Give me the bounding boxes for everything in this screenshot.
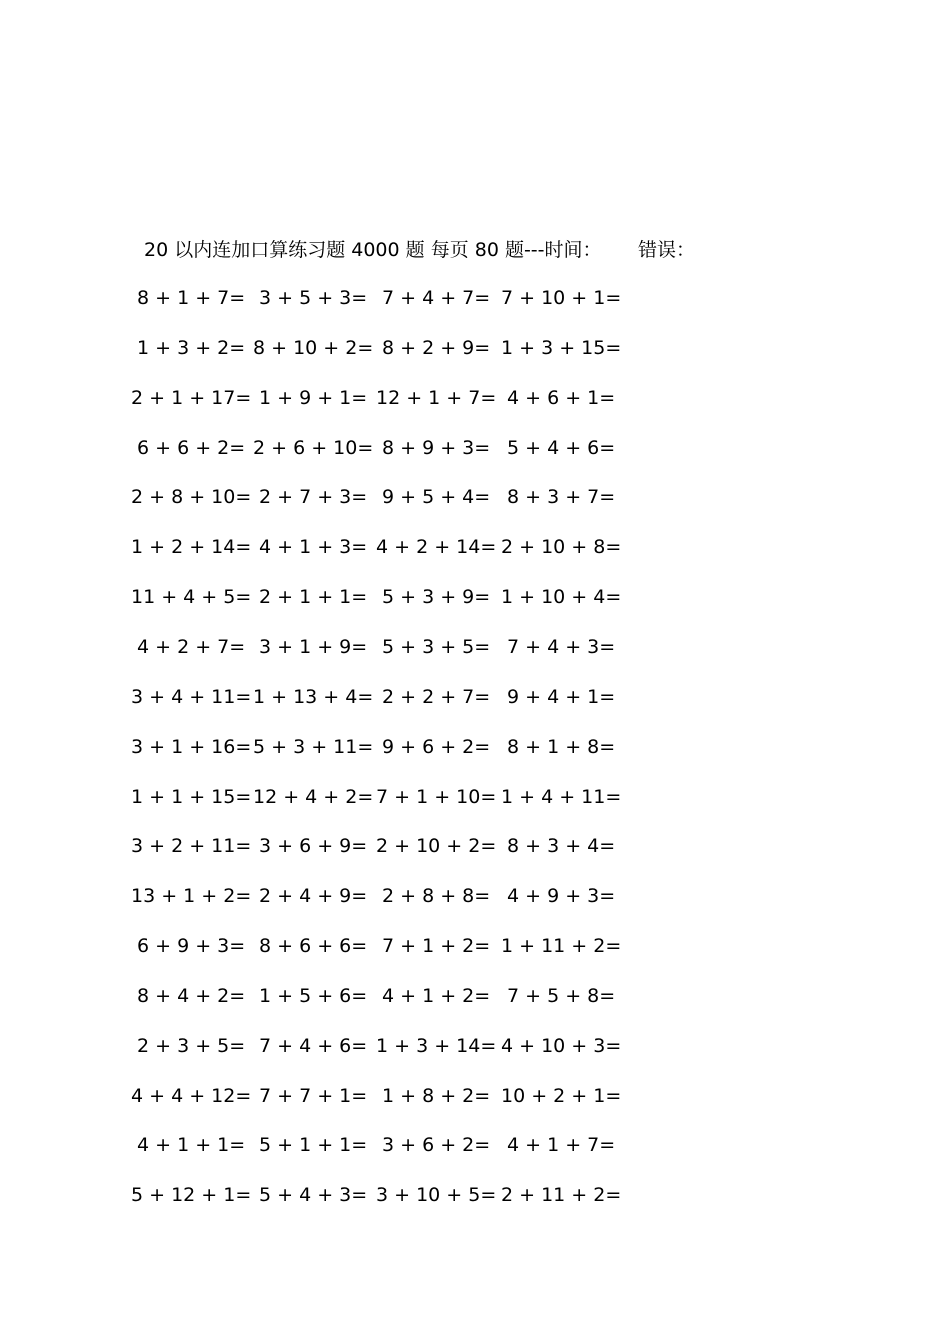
problem-item: 12 + 4 + 2= [253, 785, 374, 808]
problem-row [0, 683, 950, 711]
problem-item: 1 + 13 + 4= [253, 685, 374, 708]
problem-row [0, 882, 950, 910]
problem-item: 9 + 6 + 2= [382, 735, 491, 758]
problem-row [0, 633, 950, 661]
problem-item: 10 + 2 + 1= [501, 1084, 622, 1107]
problem-item: 1 + 5 + 6= [259, 984, 368, 1007]
problem-item: 5 + 4 + 6= [507, 436, 616, 459]
problem-item: 2 + 4 + 9= [259, 885, 368, 908]
problem-row [0, 733, 950, 761]
problem-item: 5 + 12 + 1= [131, 1184, 252, 1207]
problem-item: 4 + 2 + 7= [137, 635, 246, 658]
problem-item: 8 + 1 + 8= [507, 735, 616, 758]
problem-item: 4 + 1 + 1= [137, 1134, 246, 1157]
problem-row [0, 334, 950, 362]
problem-item: 5 + 3 + 5= [382, 635, 491, 658]
problem-item: 5 + 1 + 1= [259, 1134, 368, 1157]
problem-item: 4 + 10 + 3= [501, 1034, 622, 1057]
problem-row [0, 1082, 950, 1110]
problem-item: 13 + 1 + 2= [131, 885, 252, 908]
problem-item: 9 + 5 + 4= [382, 486, 491, 509]
problem-item: 3 + 1 + 16= [131, 735, 252, 758]
problem-item: 8 + 3 + 7= [507, 486, 616, 509]
problem-item: 2 + 6 + 10= [253, 436, 374, 459]
problem-item: 4 + 1 + 7= [507, 1134, 616, 1157]
problem-item: 7 + 10 + 1= [501, 287, 622, 309]
problem-item: 3 + 2 + 11= [131, 835, 252, 858]
problem-item: 8 + 1 + 7= [137, 287, 246, 309]
problem-item: 5 + 3 + 9= [382, 586, 491, 609]
problem-row [0, 583, 950, 611]
problem-item: 9 + 4 + 1= [507, 685, 616, 708]
problem-item: 8 + 9 + 3= [382, 436, 491, 459]
problem-item: 2 + 10 + 2= [376, 835, 497, 858]
problem-item: 7 + 7 + 1= [259, 1084, 368, 1107]
problem-item: 2 + 10 + 8= [501, 536, 622, 559]
problem-item: 7 + 4 + 3= [507, 635, 616, 658]
problem-item: 8 + 4 + 2= [137, 984, 246, 1007]
problem-item: 2 + 3 + 5= [137, 1034, 246, 1057]
problem-item: 3 + 1 + 9= [259, 635, 368, 658]
problem-item: 4 + 6 + 1= [507, 386, 616, 409]
problem-item: 11 + 4 + 5= [131, 586, 252, 609]
problem-row [0, 533, 950, 561]
problem-item: 3 + 4 + 11= [131, 685, 252, 708]
problem-item: 2 + 2 + 7= [382, 685, 491, 708]
problem-item: 6 + 6 + 2= [137, 436, 246, 459]
problem-row [0, 783, 950, 811]
problem-item: 8 + 10 + 2= [253, 336, 374, 359]
worksheet-title: 20 以内连加口算练习题 4000 题 每页 80 题---时间： [144, 239, 602, 261]
problem-row [0, 832, 950, 860]
problem-row [0, 434, 950, 462]
problem-item: 1 + 1 + 15= [131, 785, 252, 808]
problem-item: 3 + 6 + 2= [382, 1134, 491, 1157]
problem-row [0, 982, 950, 1010]
problem-item: 4 + 4 + 12= [131, 1084, 252, 1107]
problem-item: 4 + 1 + 2= [382, 984, 491, 1007]
problem-item: 1 + 9 + 1= [259, 386, 368, 409]
problem-item: 3 + 10 + 5= [376, 1184, 497, 1207]
problem-item: 3 + 6 + 9= [259, 835, 368, 858]
problem-item: 2 + 7 + 3= [259, 486, 368, 509]
problem-item: 1 + 4 + 11= [501, 785, 622, 808]
problem-row [0, 384, 950, 412]
problem-item: 1 + 3 + 2= [137, 336, 246, 359]
problem-row [0, 483, 950, 511]
problem-item: 2 + 11 + 2= [501, 1184, 622, 1207]
problem-item: 1 + 3 + 14= [376, 1034, 497, 1057]
problem-row [0, 1032, 950, 1060]
problem-item: 1 + 8 + 2= [382, 1084, 491, 1107]
problem-item: 2 + 8 + 8= [382, 885, 491, 908]
problem-row [0, 1131, 950, 1159]
problem-item: 4 + 2 + 14= [376, 536, 497, 559]
problem-item: 2 + 1 + 17= [131, 386, 252, 409]
problem-item: 12 + 1 + 7= [376, 386, 497, 409]
problem-item: 4 + 1 + 3= [259, 536, 368, 559]
problem-item: 1 + 3 + 15= [501, 336, 622, 359]
error-count-label: 错误： [638, 239, 696, 261]
problem-item: 1 + 11 + 2= [501, 935, 622, 958]
problem-item: 5 + 3 + 11= [253, 735, 374, 758]
problem-item: 7 + 5 + 8= [507, 984, 616, 1007]
problem-item: 7 + 4 + 6= [259, 1034, 368, 1057]
problem-item: 6 + 9 + 3= [137, 935, 246, 958]
problem-item: 8 + 6 + 6= [259, 935, 368, 958]
problem-item: 7 + 1 + 2= [382, 935, 491, 958]
problem-item: 3 + 5 + 3= [259, 287, 368, 309]
problem-item: 2 + 8 + 10= [131, 486, 252, 509]
problem-row [0, 932, 950, 960]
problem-item: 8 + 2 + 9= [382, 336, 491, 359]
problem-row [0, 284, 950, 312]
problem-item: 8 + 3 + 4= [507, 835, 616, 858]
problem-item: 1 + 10 + 4= [501, 586, 622, 609]
problem-item: 5 + 4 + 3= [259, 1184, 368, 1207]
problem-item: 1 + 2 + 14= [131, 536, 252, 559]
problem-item: 4 + 9 + 3= [507, 885, 616, 908]
problem-item: 7 + 1 + 10= [376, 785, 497, 808]
problem-item: 7 + 4 + 7= [382, 287, 491, 309]
problem-row [0, 1181, 950, 1209]
problem-item: 2 + 1 + 1= [259, 586, 368, 609]
